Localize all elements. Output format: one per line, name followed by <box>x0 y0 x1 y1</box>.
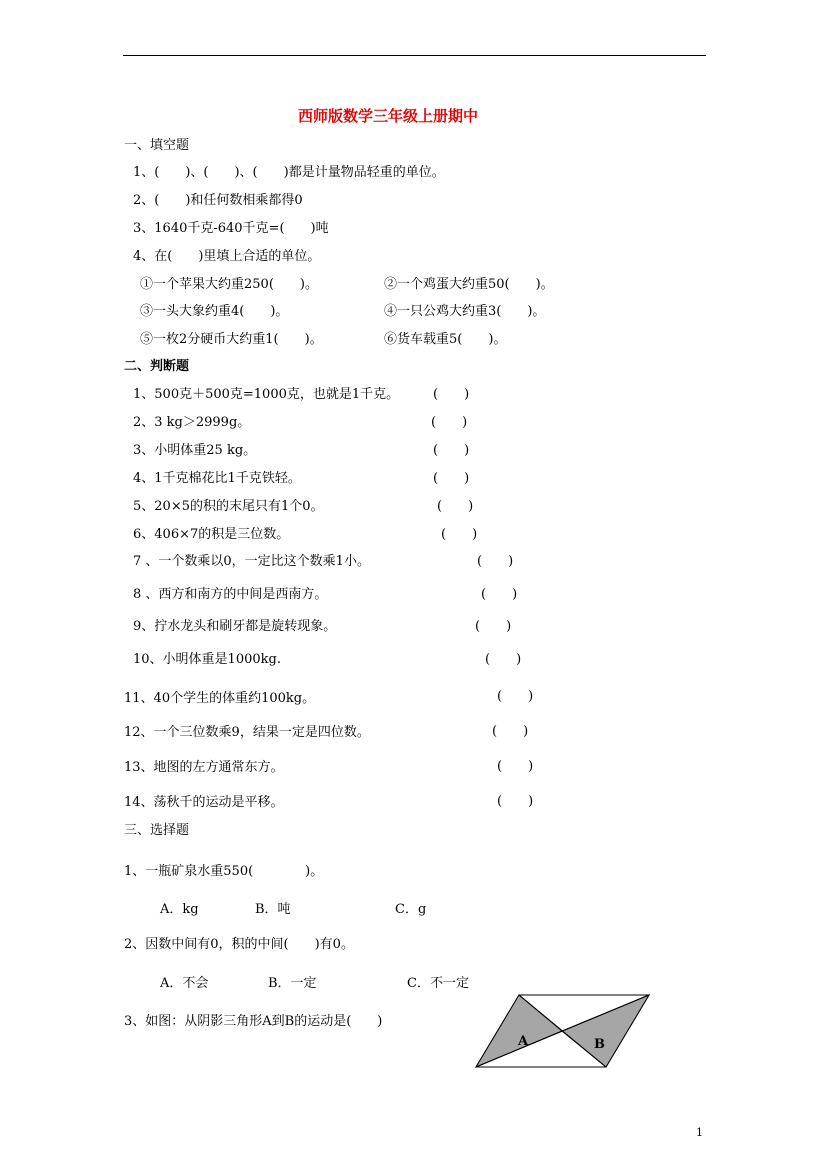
s1-unit-3: ③一头大象约重4( )。 <box>140 304 289 319</box>
document-title: 西师版数学三年级上册期中 <box>298 107 479 125</box>
s2-answer-bracket-14: ( ) <box>497 794 534 809</box>
s1-question-4: 4、在( )里填上合适的单位。 <box>133 249 321 264</box>
s3-q1-option-c: C．g <box>395 902 427 917</box>
section2-heading: 二、判断题 <box>124 359 190 374</box>
s2-answer-bracket-10: ( ) <box>485 652 522 667</box>
s2-item-13: 13、地图的左方通常东方。 <box>124 760 284 775</box>
section3-heading: 三、选择题 <box>124 823 190 838</box>
s1-question-1: 1、( )、( )、( )都是计量物品轻重的单位。 <box>133 165 445 180</box>
s3-q2-option-b: B．一定 <box>268 976 317 991</box>
section1-heading: 一、填空题 <box>124 138 190 153</box>
s3-question-1: 1、一瓶矿泉水重550( )。 <box>124 864 324 879</box>
s2-answer-bracket-6: ( ) <box>441 527 478 542</box>
s1-unit-1: ①一个苹果大约重250( )。 <box>140 277 318 292</box>
s2-item-3: 3、小明体重25 kg。 <box>133 443 257 458</box>
s2-answer-bracket-8: ( ) <box>481 587 518 602</box>
s1-unit-2: ②一个鸡蛋大约重50( )。 <box>384 277 554 292</box>
s3-q2-option-c: C．不一定 <box>407 976 469 991</box>
s2-answer-bracket-11: ( ) <box>497 689 534 704</box>
s3-q1-option-b: B．吨 <box>255 902 291 917</box>
s1-unit-5: ⑤一枚2分硬币大约重1( )。 <box>140 332 323 347</box>
s3-question-2: 2、因数中间有0，积的中间( )有0。 <box>124 937 354 952</box>
s2-item-12: 12、一个三位数乘9，结果一定是四位数。 <box>124 725 370 740</box>
s2-item-2: 2、3 kg＞2999g。 <box>133 415 251 430</box>
s2-item-6: 6、406×7的积是三位数。 <box>133 527 290 542</box>
s2-answer-bracket-3: ( ) <box>433 443 470 458</box>
s2-answer-bracket-2: ( ) <box>431 415 468 430</box>
s2-answer-bracket-9: ( ) <box>475 619 512 634</box>
s2-item-10: 10、小明体重是1000kg. <box>133 652 281 667</box>
figure-label-b: B <box>594 1037 605 1052</box>
figure-label-a: A <box>518 1034 529 1049</box>
s1-question-3: 3、1640千克-640千克=( )吨 <box>133 221 329 236</box>
s3-q1-option-a: A．kg <box>160 902 199 917</box>
s2-item-8: 8 、西方和南方的中间是西南方。 <box>133 587 328 602</box>
page-number: 1 <box>696 1126 703 1139</box>
header-rule <box>123 55 706 56</box>
s2-answer-bracket-7: ( ) <box>477 554 514 569</box>
s2-answer-bracket-4: ( ) <box>433 471 470 486</box>
s3-question-3: 3、如图：从阴影三角形A到B的运动是( ) <box>124 1014 383 1029</box>
s2-item-9: 9、拧水龙头和刷牙都是旋转现象。 <box>133 619 337 634</box>
s2-answer-bracket-13: ( ) <box>497 759 534 774</box>
parallelogram-figure <box>474 993 654 1071</box>
s2-item-7: 7 、一个数乘以0，一定比这个数乘1小。 <box>133 554 370 569</box>
s2-item-1: 1、500克＋500克=1000克，也就是1千克。 <box>133 387 400 402</box>
s3-q2-option-a: A．不会 <box>160 976 209 991</box>
s2-item-4: 4、1千克棉花比1千克铁轻。 <box>133 471 301 486</box>
s2-answer-bracket-12: ( ) <box>492 724 529 739</box>
s2-answer-bracket-5: ( ) <box>437 499 474 514</box>
s1-unit-6: ⑥货车载重5( )。 <box>384 332 507 347</box>
s1-question-2: 2、( )和任何数相乘都得0 <box>133 193 303 208</box>
s1-unit-4: ④一只公鸡大约重3( )。 <box>384 304 546 319</box>
s2-item-14: 14、荡秋千的运动是平移。 <box>124 795 284 810</box>
s2-item-11: 11、40个学生的体重约100kg。 <box>124 691 316 706</box>
s2-answer-bracket-1: ( ) <box>433 387 470 402</box>
s2-item-5: 5、20×5的积的末尾只有1个0。 <box>133 499 324 514</box>
